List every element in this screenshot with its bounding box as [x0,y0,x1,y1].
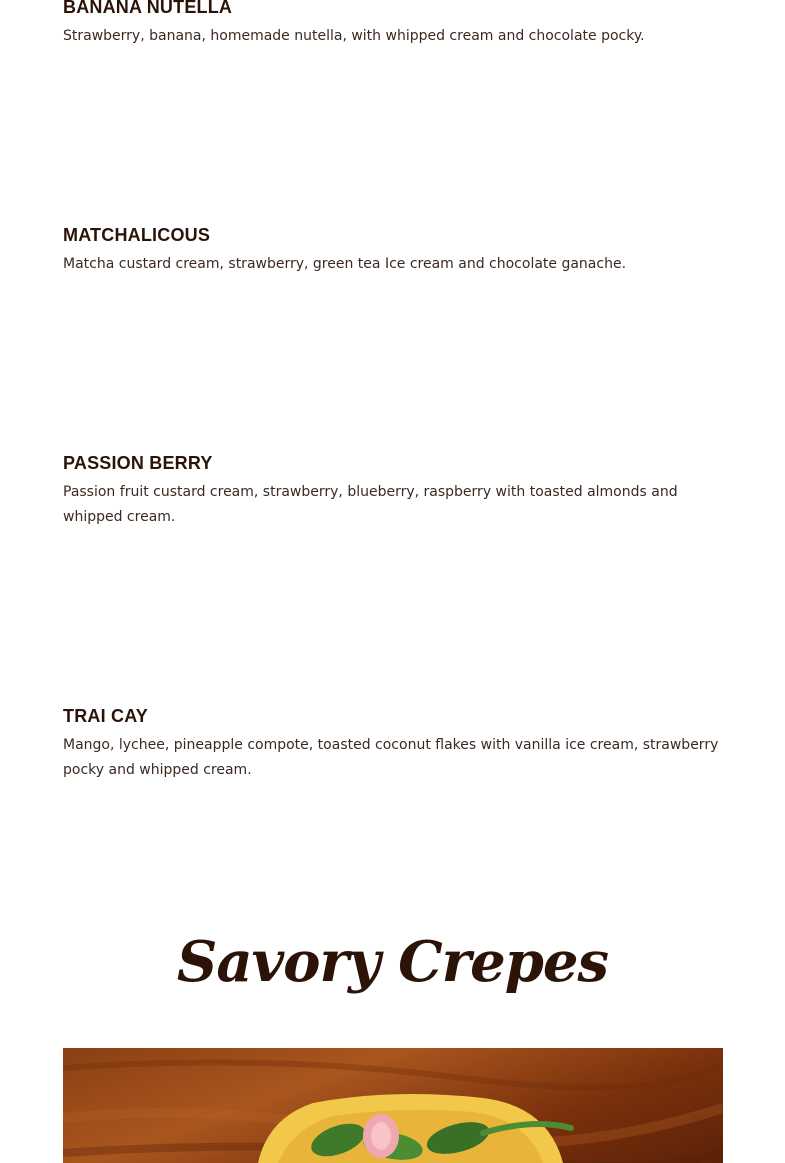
menu-item-description: Matcha custard cream, strawberry, green tea Ice cream and chocolate ganache. [63,256,627,272]
menu-item-matchalicous [63,224,723,277]
menu-item-description: Mango, lychee, pineapple compote, toasted coconut flakes with vanilla ice cream, strawberry pocky and whipped cream. [63,737,719,778]
menu-item-title: BANANA NUTELLA [63,0,233,17]
menu-item-title: MATCHALICOUS [63,225,211,245]
section-heading-savory-crepes: Savory Crepes [176,929,609,996]
wood-grain [63,1062,723,1087]
menu-item-banana-nutella [63,0,723,49]
savory-crepe-illustration [63,1048,723,1163]
menu-item-description: Passion fruit custard cream, strawberry, blueberry, raspberry with toasted almonds and whipped cream. [63,484,678,525]
menu-item-trai-cay [63,705,723,783]
menu-item-title: TRAI CAY [63,706,148,726]
menu-item-description: Strawberry, banana, homemade nutella, with whipped cream and chocolate pocky. [63,28,645,44]
ham-highlight [371,1122,391,1150]
menu-item-passion-berry [63,452,723,530]
menu-item-title: PASSION BERRY [63,453,213,473]
savory-crepe-photo [63,1048,723,1163]
